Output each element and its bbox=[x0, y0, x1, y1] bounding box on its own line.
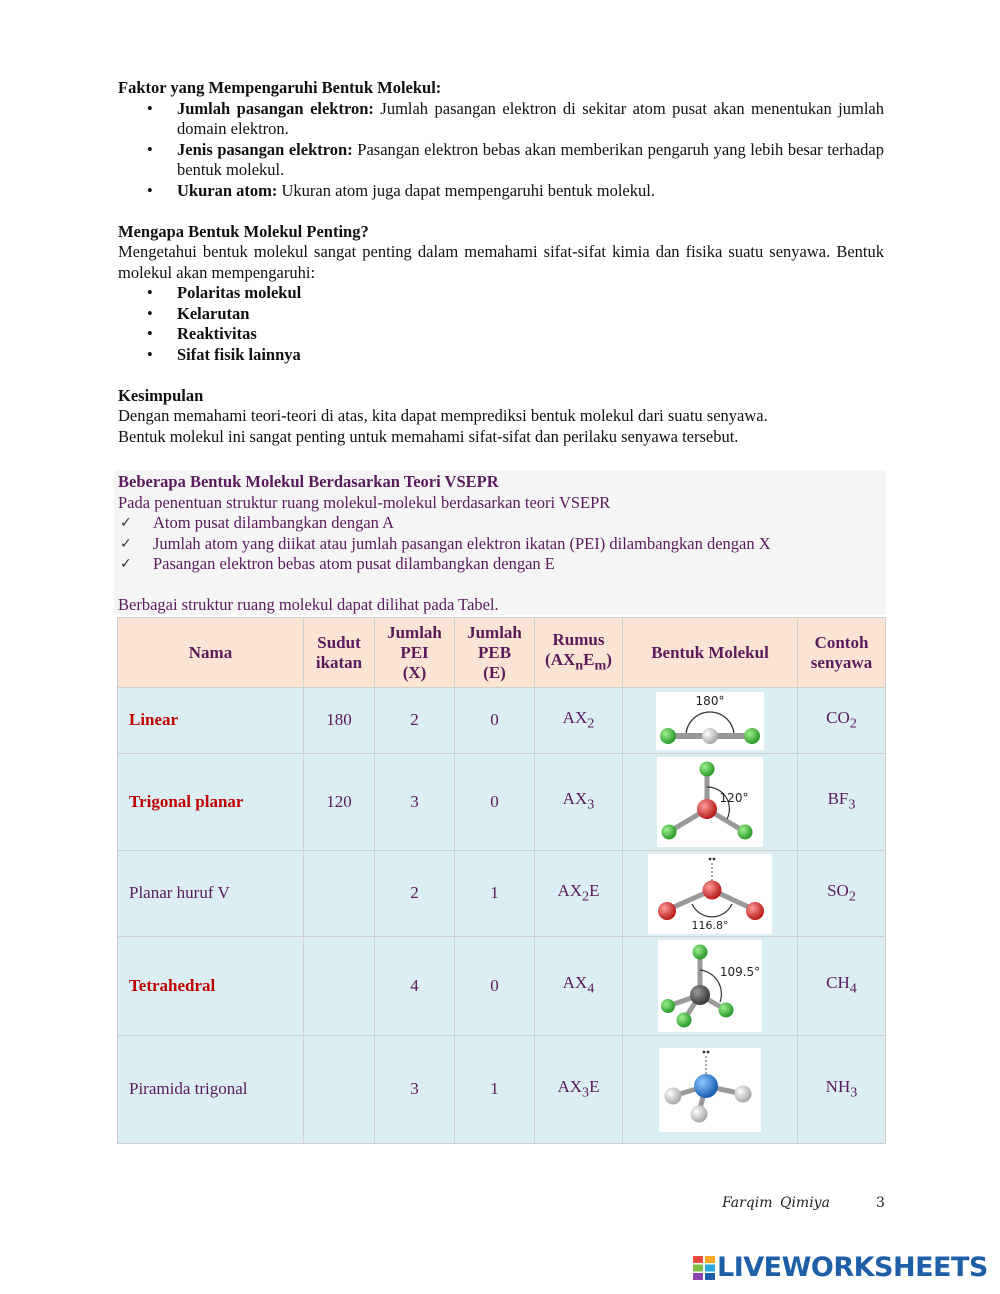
peb-count: 0 bbox=[455, 937, 535, 1036]
example-compound: $CH_4$ bbox=[798, 937, 886, 1036]
tetrahedral-molecule-image bbox=[658, 940, 762, 1032]
importance-list bbox=[118, 283, 884, 365]
molecule-image-cell bbox=[623, 937, 798, 1036]
pei-count: 2 bbox=[375, 851, 455, 937]
vsepr-table bbox=[117, 617, 886, 1144]
peb-count: 0 bbox=[455, 688, 535, 754]
page-footer bbox=[722, 1193, 885, 1214]
item-text: Jumlah pasangan elektron di sekitar atom pusat akan menentukan jumlah domain elektron. bbox=[177, 98, 884, 138]
item-label: Jenis pasangan elektron: bbox=[177, 139, 353, 159]
item-label: Ukuran atom: bbox=[177, 180, 278, 200]
check-item: ✓ Jumlah atom yang diikat atau jumlah pasangan elektron ikatan (PEI) dilambangkan dengan X bbox=[118, 534, 884, 555]
importance-title: Mengapa Bentuk Molekul Penting? bbox=[118, 221, 369, 241]
example-compound: $NH_3$ bbox=[798, 1036, 886, 1144]
item-label: Jumlah pasangan elektron: bbox=[177, 98, 374, 118]
angle-label: 109.5° bbox=[719, 965, 761, 979]
formula: $AX_3E$ bbox=[535, 1036, 623, 1144]
table-row bbox=[118, 1036, 886, 1144]
shape-name: Planar huruf V bbox=[118, 851, 304, 937]
header-contoh: Contoh senyawa bbox=[798, 618, 886, 688]
table-header-row bbox=[118, 618, 886, 688]
content bbox=[118, 78, 884, 447]
peb-count: 1 bbox=[455, 1036, 535, 1144]
list-item: • Polaritas molekul bbox=[177, 283, 884, 304]
vsepr-box bbox=[114, 470, 886, 615]
conclusion-line: Bentuk molekul ini sangat penting untuk memahami sifat-sifat dan perilaku senyawa tersebut. bbox=[118, 426, 739, 446]
formula: $AX_3$ bbox=[535, 754, 623, 851]
shape-name: Tetrahedral bbox=[118, 937, 304, 1036]
formula: $AX_2E$ bbox=[535, 851, 623, 937]
item-text: Ukuran atom juga dapat mempengaruhi bentuk molekul. bbox=[277, 180, 655, 200]
vsepr-title: Beberapa Bentuk Molekul Berdasarkan Teori VSEPR bbox=[118, 472, 499, 491]
bond-angle: 180 bbox=[304, 688, 375, 754]
table-row bbox=[118, 754, 886, 851]
item-text: Pasangan elektron bebas akan memberikan pengaruh yang lebih besar terhadap bentuk molekul. bbox=[177, 139, 884, 179]
table-row bbox=[118, 937, 886, 1036]
table-row bbox=[118, 688, 886, 754]
conclusion-title: Kesimpulan bbox=[118, 385, 204, 405]
header-rumus: Rumus $(AX_nE_m)$ bbox=[535, 618, 623, 688]
table-note: Berbagai struktur ruang molekul dapat dilihat pada Tabel. bbox=[118, 595, 499, 614]
bond-angle bbox=[304, 937, 375, 1036]
liveworksheets-wordmark: LIVEWORKSHEETS bbox=[717, 1252, 988, 1283]
list-item bbox=[177, 181, 884, 202]
trigonal-planar-molecule-image bbox=[657, 757, 763, 847]
trigonal-pyramidal-molecule-image bbox=[659, 1048, 761, 1132]
header-sudut: Sudut ikatan bbox=[304, 618, 375, 688]
pei-count: 3 bbox=[375, 1036, 455, 1144]
pei-count: 4 bbox=[375, 937, 455, 1036]
header-peb: Jumlah PEB (E) bbox=[455, 618, 535, 688]
check-item: ✓ Pasangan elektron bebas atom pusat dilambangkan dengan E bbox=[118, 554, 884, 575]
angle-label: 120° bbox=[719, 791, 749, 805]
list-item: • Kelarutan bbox=[177, 304, 884, 325]
bent-molecule-image bbox=[648, 854, 772, 934]
bond-angle bbox=[304, 1036, 375, 1144]
page-number: 3 bbox=[876, 1195, 885, 1211]
formula: $AX_4$ bbox=[535, 937, 623, 1036]
footer-author: Farqim Qimiya bbox=[722, 1195, 830, 1211]
factors-title: Faktor yang Mempengaruhi Bentuk Molekul: bbox=[118, 78, 442, 97]
list-item: • Reaktivitas bbox=[177, 324, 884, 345]
header-nama: Nama bbox=[118, 618, 304, 688]
linear-molecule-image bbox=[656, 692, 764, 750]
vsepr-intro: Pada penentuan struktur ruang molekul-molekul berdasarkan teori VSEPR bbox=[118, 492, 611, 512]
bond-angle bbox=[304, 851, 375, 937]
molecule-image-cell bbox=[623, 851, 798, 937]
molecule-image-cell bbox=[623, 754, 798, 851]
importance-text: Mengetahui bentuk molekul sangat penting dalam memahami sifat-sifat kimia dan fisika suatu senyawa. Bentuk molekul akan mempengaruhi: bbox=[118, 242, 884, 282]
molecule-image-cell bbox=[623, 1036, 798, 1144]
molecule-image-cell bbox=[623, 688, 798, 754]
liveworksheets-logo-icon bbox=[693, 1256, 715, 1280]
peb-count: 1 bbox=[455, 851, 535, 937]
angle-label: 180° bbox=[695, 693, 725, 708]
conclusion-line: Dengan memahami teori-teori di atas, kita dapat memprediksi bentuk molekul dari suatu senyawa. bbox=[118, 406, 768, 425]
list-item bbox=[177, 140, 884, 181]
pei-count: 3 bbox=[375, 754, 455, 851]
list-item bbox=[177, 99, 884, 140]
pei-count: 2 bbox=[375, 688, 455, 754]
check-item: ✓ Atom pusat dilambangkan dengan A bbox=[118, 513, 884, 534]
header-bentuk: Bentuk Molekul bbox=[623, 618, 798, 688]
list-item: • Sifat fisik lainnya bbox=[177, 345, 884, 366]
bond-angle: 120 bbox=[304, 754, 375, 851]
example-compound: $BF_3$ bbox=[798, 754, 886, 851]
peb-count: 0 bbox=[455, 754, 535, 851]
shape-name: Trigonal planar bbox=[118, 754, 304, 851]
factors-list bbox=[118, 99, 884, 202]
shape-name: Piramida trigonal bbox=[118, 1036, 304, 1144]
shape-name: Linear bbox=[118, 688, 304, 754]
header-pei: Jumlah PEI (X) bbox=[375, 618, 455, 688]
angle-label: 116.8° bbox=[691, 918, 729, 932]
formula: $AX_2$ bbox=[535, 688, 623, 754]
example-compound: $SO_2$ bbox=[798, 851, 886, 937]
table-row bbox=[118, 851, 886, 937]
example-compound: $CO_2$ bbox=[798, 688, 886, 754]
